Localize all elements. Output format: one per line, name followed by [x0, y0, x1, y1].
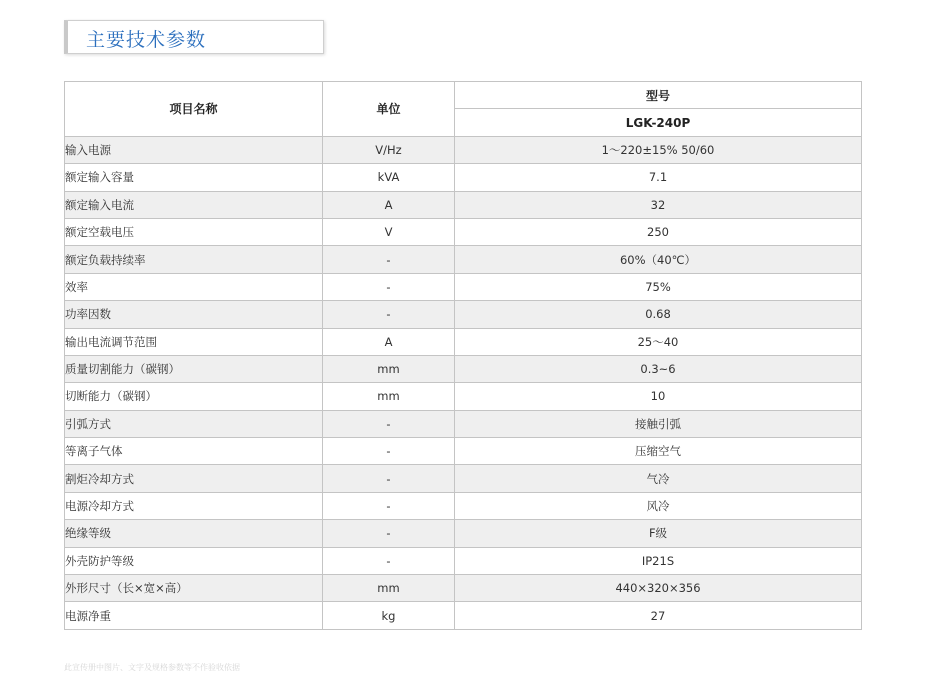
table-row: [65, 410, 862, 437]
row-value: 60%（40℃）: [455, 246, 862, 273]
row-unit: mm: [323, 355, 455, 382]
table-row: [65, 191, 862, 218]
table-row: [65, 273, 862, 300]
row-value: 接触引弧: [455, 410, 862, 437]
row-value: 75%: [455, 273, 862, 300]
row-value: F级: [455, 520, 862, 547]
row-unit: A: [323, 191, 455, 218]
table-row: [65, 602, 862, 629]
row-value: 风冷: [455, 492, 862, 519]
table-row: [65, 218, 862, 245]
row-unit: mm: [323, 383, 455, 410]
header-unit: 单位: [323, 82, 455, 137]
row-item-name: 质量切割能力（碳钢）: [65, 355, 323, 382]
row-unit: -: [323, 301, 455, 328]
header-model-type: 型号: [455, 82, 862, 109]
row-value: 10: [455, 383, 862, 410]
row-unit: -: [323, 465, 455, 492]
row-unit: V: [323, 218, 455, 245]
row-item-name: 额定输入容量: [65, 164, 323, 191]
row-item-name: 电源冷却方式: [65, 492, 323, 519]
row-unit: -: [323, 410, 455, 437]
row-value: 250: [455, 218, 862, 245]
row-item-name: 外形尺寸（长×宽×高）: [65, 575, 323, 602]
header-model-number: LGK-240P: [455, 109, 862, 136]
row-value: 0.68: [455, 301, 862, 328]
spec-table: [64, 81, 862, 630]
row-item-name: 绝缘等级: [65, 520, 323, 547]
row-unit: -: [323, 547, 455, 574]
row-item-name: 额定输入电流: [65, 191, 323, 218]
row-value: 27: [455, 602, 862, 629]
table-row: [65, 383, 862, 410]
table-row: [65, 328, 862, 355]
row-item-name: 外壳防护等级: [65, 547, 323, 574]
row-item-name: 功率因数: [65, 301, 323, 328]
table-row: [65, 438, 862, 465]
table-row: [65, 246, 862, 273]
table-row: [65, 465, 862, 492]
row-value: IP21S: [455, 547, 862, 574]
row-item-name: 割炬冷却方式: [65, 465, 323, 492]
row-value: 7.1: [455, 164, 862, 191]
row-unit: -: [323, 273, 455, 300]
table-row: [65, 492, 862, 519]
row-item-name: 输入电源: [65, 136, 323, 163]
table-header-row: [65, 82, 862, 109]
row-item-name: 额定空载电压: [65, 218, 323, 245]
row-unit: A: [323, 328, 455, 355]
row-value: 压缩空气: [455, 438, 862, 465]
row-unit: -: [323, 246, 455, 273]
header-item-name: 项目名称: [65, 82, 323, 137]
section-title-box: [64, 20, 324, 54]
section-title: 主要技术参数: [86, 29, 207, 51]
row-item-name: 效率: [65, 273, 323, 300]
row-value: 0.3~6: [455, 355, 862, 382]
row-unit: mm: [323, 575, 455, 602]
row-value: 440×320×356: [455, 575, 862, 602]
footnote: 此宣传册中图片、文字及规格参数等不作验收依据: [64, 663, 240, 672]
table-body: [65, 136, 862, 629]
table-row: [65, 575, 862, 602]
row-unit: -: [323, 438, 455, 465]
table-row: [65, 164, 862, 191]
row-unit: -: [323, 492, 455, 519]
row-item-name: 电源净重: [65, 602, 323, 629]
row-item-name: 切断能力（碳钢）: [65, 383, 323, 410]
row-item-name: 引弧方式: [65, 410, 323, 437]
table-row: [65, 520, 862, 547]
row-value: 25～40: [455, 328, 862, 355]
table-row: [65, 136, 862, 163]
row-item-name: 等离子气体: [65, 438, 323, 465]
row-unit: V/Hz: [323, 136, 455, 163]
table-row: [65, 301, 862, 328]
table-row: [65, 355, 862, 382]
row-unit: kg: [323, 602, 455, 629]
row-unit: kVA: [323, 164, 455, 191]
row-value: 1～220±15% 50/60: [455, 136, 862, 163]
row-value: 气冷: [455, 465, 862, 492]
row-item-name: 额定负载持续率: [65, 246, 323, 273]
row-unit: -: [323, 520, 455, 547]
table-row: [65, 547, 862, 574]
row-value: 32: [455, 191, 862, 218]
row-item-name: 输出电流调节范围: [65, 328, 323, 355]
